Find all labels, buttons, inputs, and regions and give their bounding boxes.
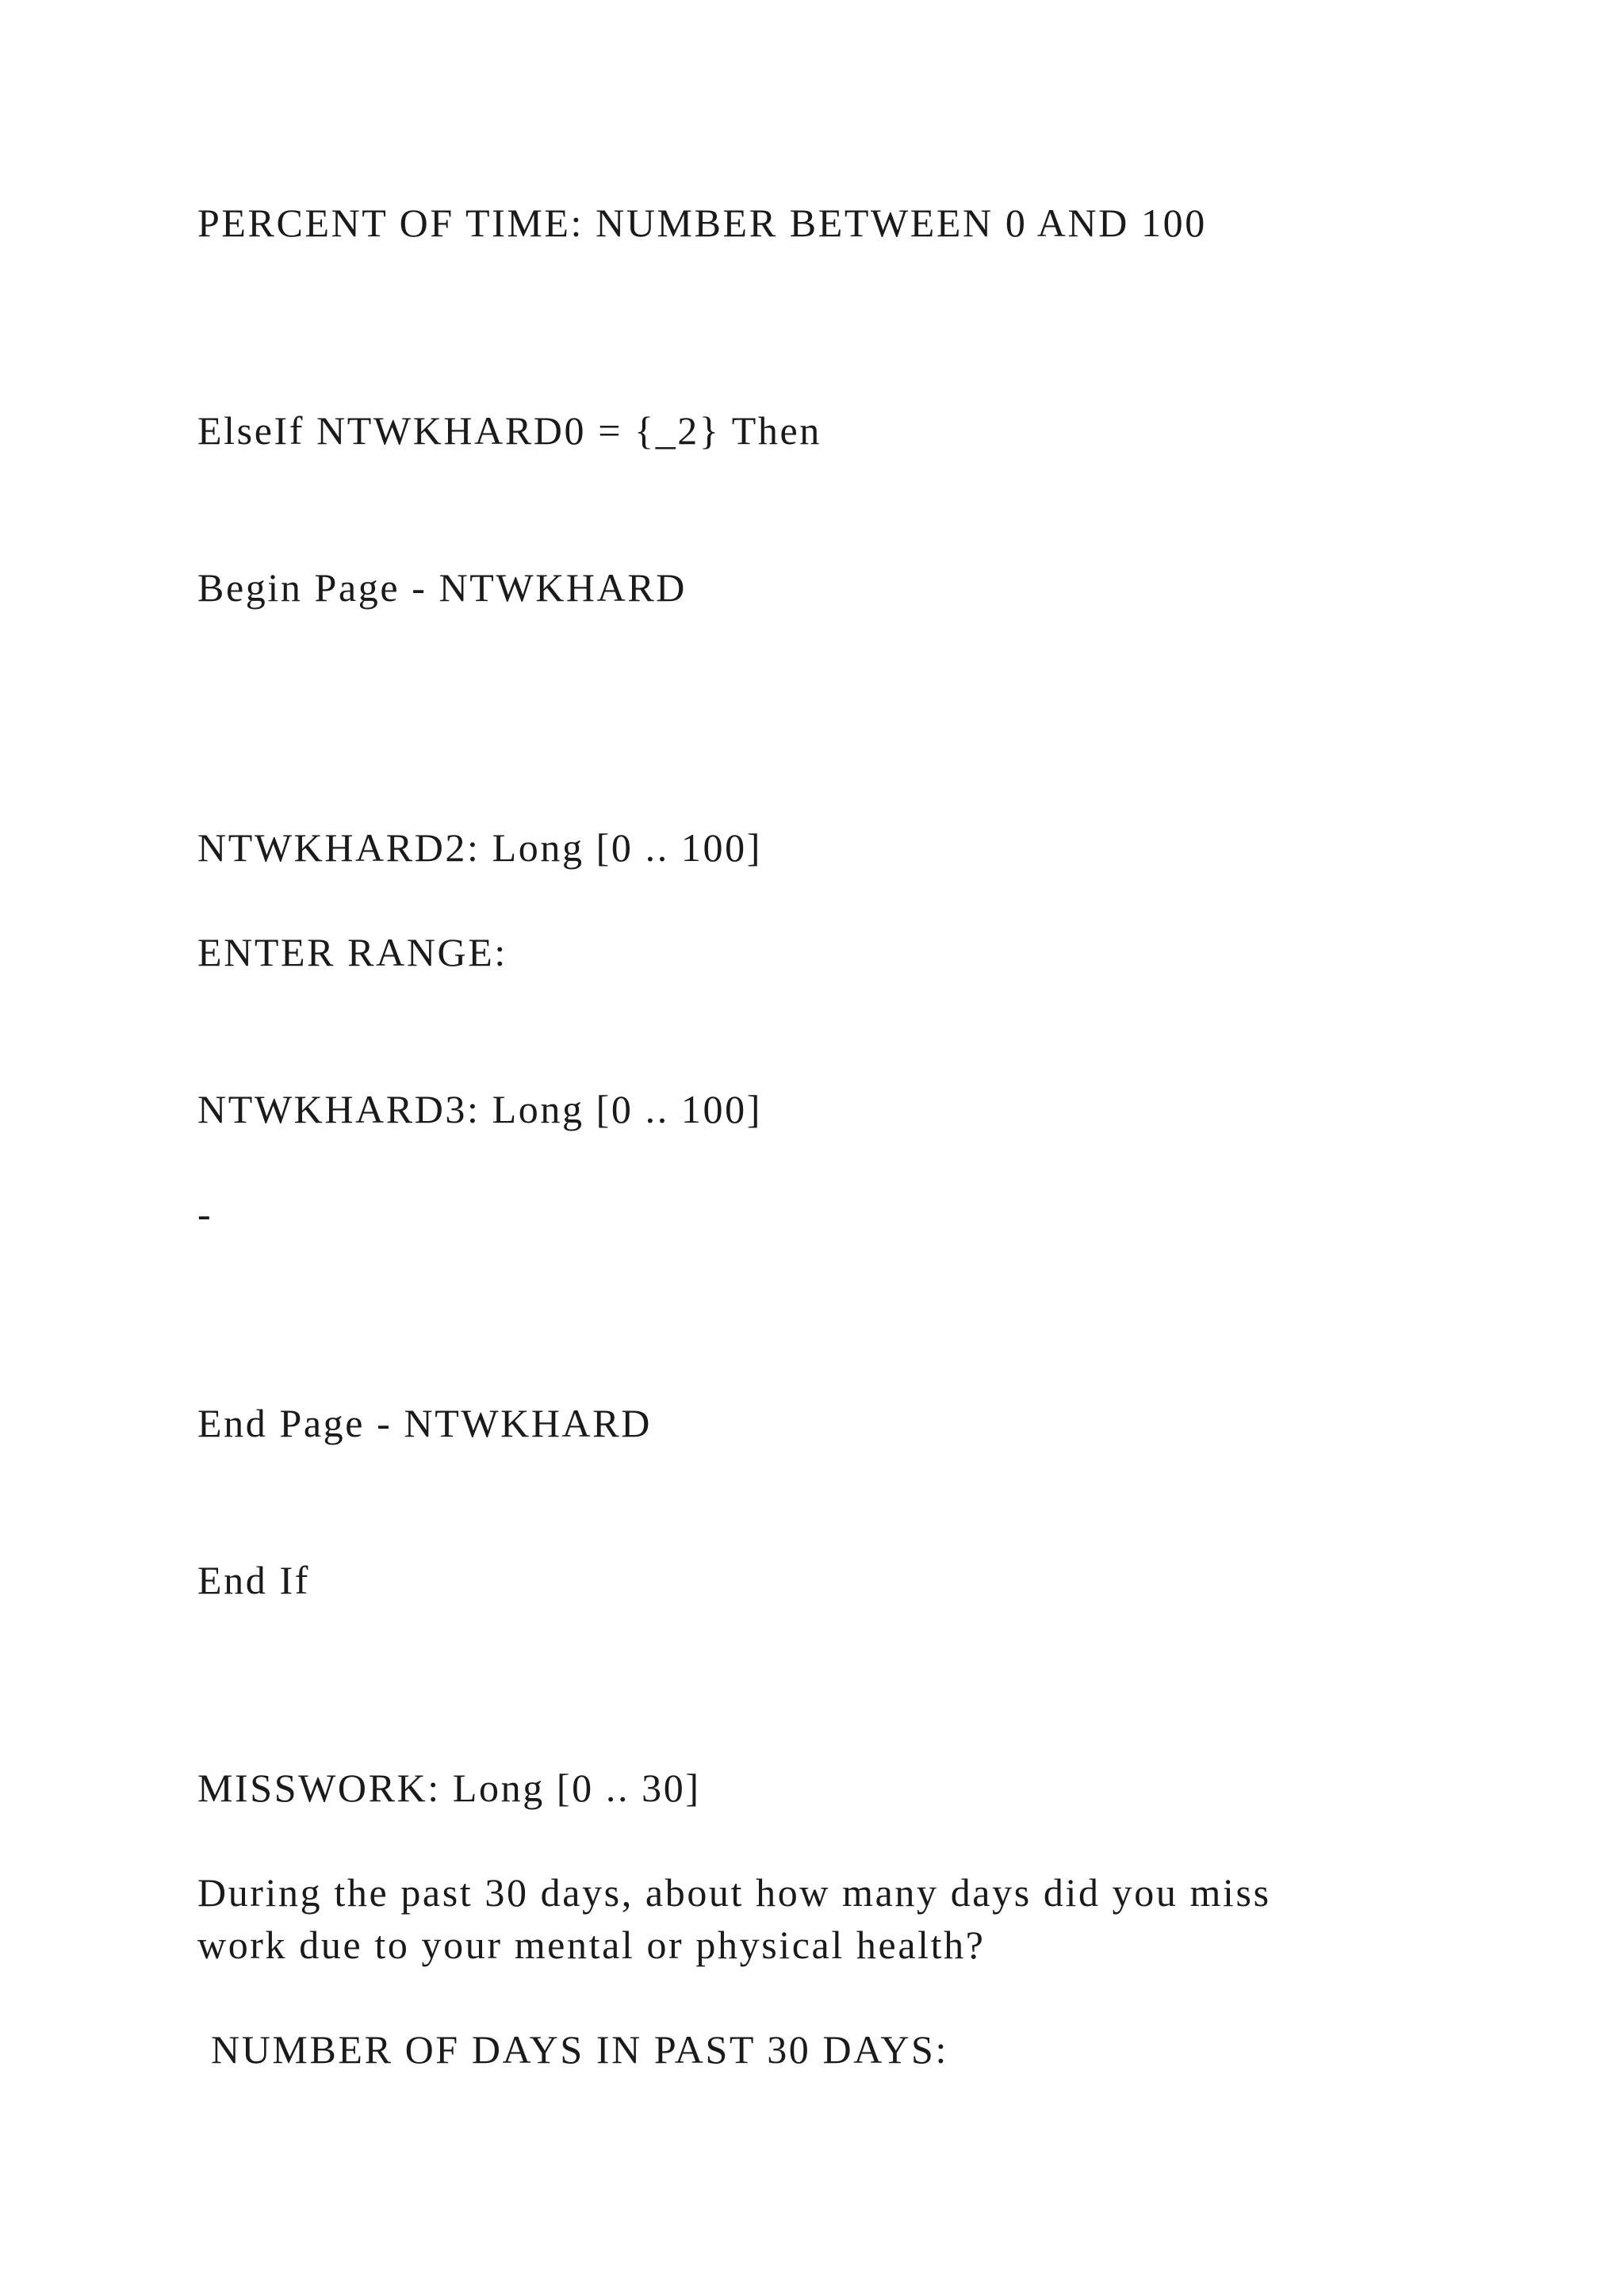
percent-of-time-label: PERCENT OF TIME: NUMBER BETWEEN 0 AND 100: [197, 201, 1207, 245]
end-page-statement: End Page - NTWKHARD: [197, 1401, 652, 1445]
elseif-statement: ElseIf NTWKHARD0 = {_2} Then: [197, 408, 822, 453]
misswork-question: During the past 30 days, about how many days did you miss work due to your mental or physical health?: [197, 1870, 1271, 1967]
ntwkhard2-variable: NTWKHARD2: Long [0 .. 100]: [197, 825, 762, 870]
begin-page-statement: Begin Page - NTWKHARD: [197, 565, 688, 610]
days-input-label: NUMBER OF DAYS IN PAST 30 DAYS:: [211, 2027, 948, 2072]
misswork-variable: MISSWORK: Long [0 .. 30]: [197, 1766, 701, 1810]
enter-range-label: ENTER RANGE:: [197, 930, 508, 974]
ntwkhard3-variable: NTWKHARD3: Long [0 .. 100]: [197, 1087, 762, 1131]
end-if-statement: End If: [197, 1558, 310, 1602]
range-dash: -: [197, 1192, 213, 1236]
